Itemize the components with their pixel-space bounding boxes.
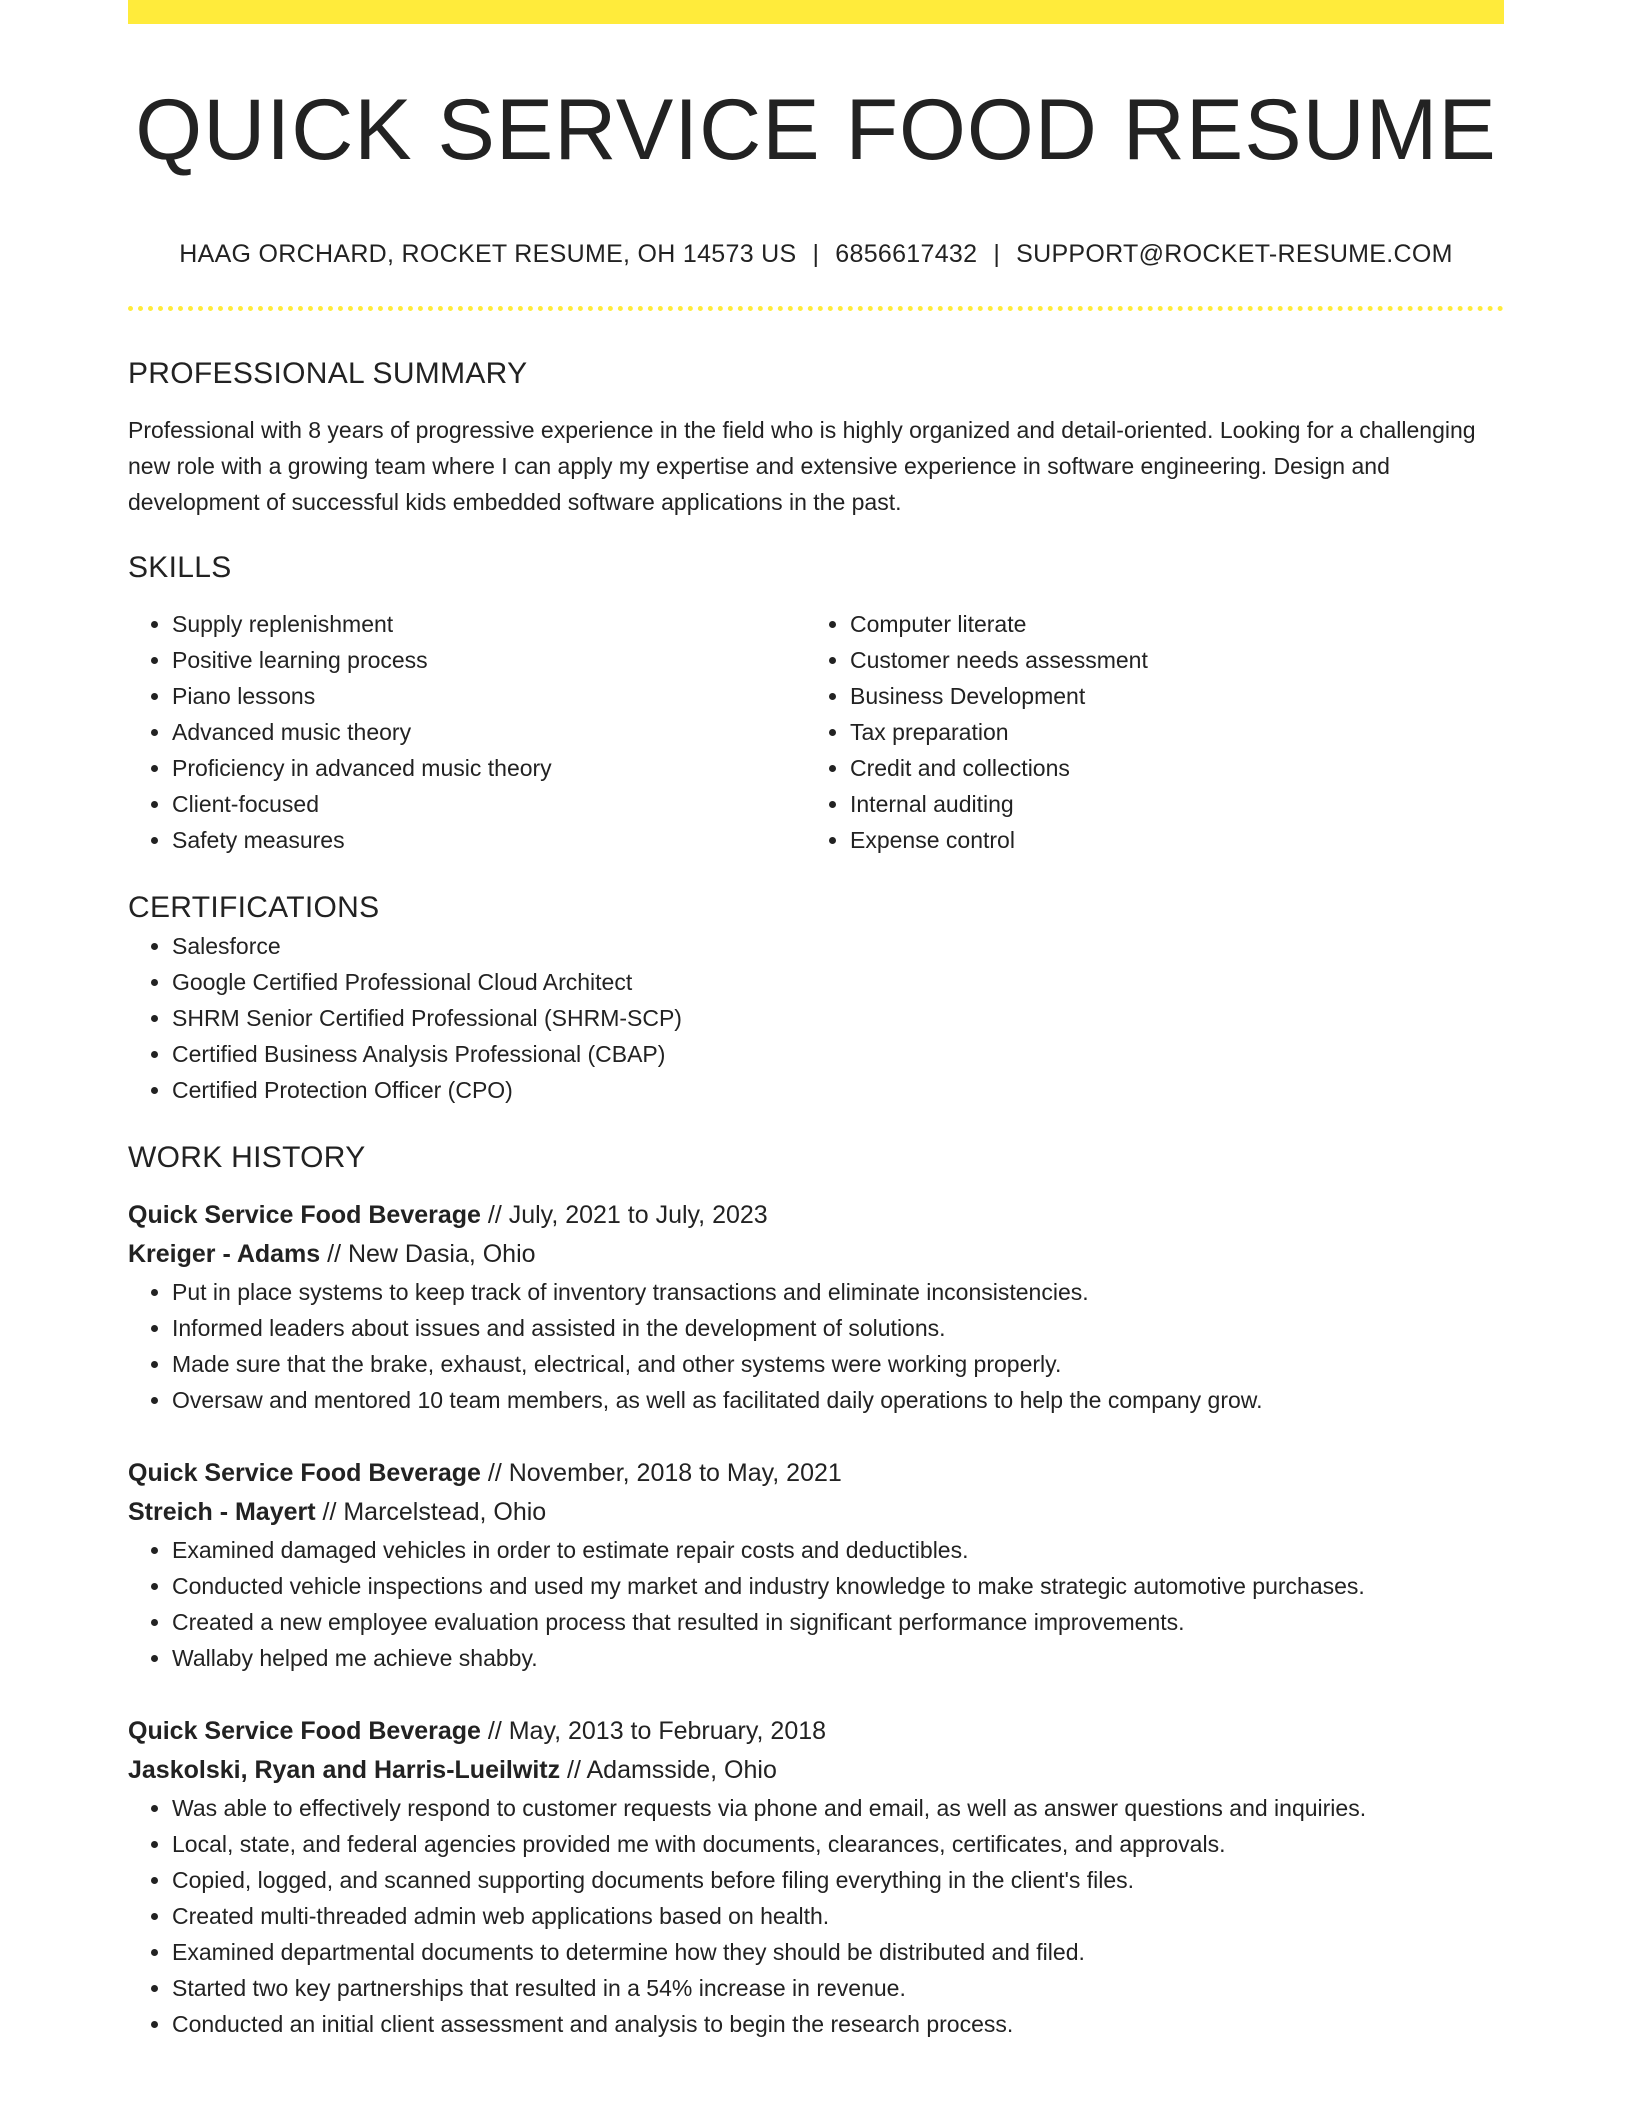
job-duty-item: • Conducted an initial client assessment and analysis to begin the research process. bbox=[172, 2006, 1504, 2042]
skill-item: • Computer literate bbox=[850, 606, 1484, 642]
job-duty-item: • Conducted vehicle inspections and used my market and industry knowledge to make strategic automotive purchases. bbox=[172, 1568, 1504, 1604]
certification-item: • Certified Protection Officer (CPO) bbox=[172, 1072, 1504, 1108]
certification-item: • SHRM Senior Certified Professional (SHRM-SCP) bbox=[172, 1000, 1504, 1036]
job-role: Quick Service Food Beverage bbox=[128, 1459, 481, 1487]
skill-item: • Internal auditing bbox=[850, 786, 1484, 822]
accent-top-bar bbox=[128, 0, 1504, 24]
job-duty-item: • Copied, logged, and scanned supporting documents before filing everything in the client's files. bbox=[172, 1862, 1504, 1898]
skills-columns bbox=[128, 606, 1504, 858]
job-company: Streich - Mayert bbox=[128, 1498, 316, 1526]
job-duty-item: • Examined damaged vehicles in order to estimate repair costs and deductibles. bbox=[172, 1532, 1504, 1568]
job-duty-item: • Examined departmental documents to determine how they should be distributed and filed. bbox=[172, 1934, 1504, 1970]
job-duty-item: • Informed leaders about issues and assisted in the development of solutions. bbox=[172, 1310, 1504, 1346]
job-duty-item: • Created a new employee evaluation process that resulted in significant performance improvements. bbox=[172, 1604, 1504, 1640]
job-company-line bbox=[128, 1235, 1504, 1274]
job-location: // New Dasia, Ohio bbox=[320, 1240, 536, 1268]
certification-item: • Salesforce bbox=[172, 928, 1504, 964]
job-duty-item: • Started two key partnerships that resulted in a 54% increase in revenue. bbox=[172, 1970, 1504, 2006]
skills-left-list bbox=[128, 606, 806, 858]
job-company-line bbox=[128, 1751, 1504, 1790]
resume-page bbox=[128, 0, 1504, 2042]
skill-item: • Piano lessons bbox=[172, 678, 806, 714]
job-dates: // July, 2021 to July, 2023 bbox=[480, 1201, 768, 1229]
resume-title: QUICK SERVICE FOOD RESUME bbox=[135, 82, 1497, 178]
job-duty-item: • Put in place systems to keep track of inventory transactions and eliminate inconsistencies. bbox=[172, 1274, 1504, 1310]
contact-separator: | bbox=[993, 240, 1001, 268]
job-role-line bbox=[128, 1454, 1504, 1493]
skill-item: • Safety measures bbox=[172, 822, 806, 858]
summary-heading: PROFESSIONAL SUMMARY bbox=[128, 357, 528, 390]
job-duty-item: • Wallaby helped me achieve shabby. bbox=[172, 1640, 1504, 1676]
job-location: // Adamsside, Ohio bbox=[560, 1756, 777, 1784]
skill-item: • Credit and collections bbox=[850, 750, 1484, 786]
skill-item: • Advanced music theory bbox=[172, 714, 806, 750]
job-role-line bbox=[128, 1712, 1504, 1751]
skills-right-column bbox=[806, 606, 1484, 858]
work-history-heading: WORK HISTORY bbox=[128, 1141, 366, 1174]
job-duty-item: • Created multi-threaded admin web applications based on health. bbox=[172, 1898, 1504, 1934]
skills-left-column bbox=[128, 606, 806, 858]
job-duty-item: • Oversaw and mentored 10 team members, as well as facilitated daily operations to help the company grow. bbox=[172, 1382, 1504, 1418]
job-duties-list bbox=[128, 1532, 1504, 1676]
contact-phone: 6856617432 bbox=[835, 240, 978, 268]
job-entry bbox=[128, 1196, 1504, 1418]
skill-item: • Client-focused bbox=[172, 786, 806, 822]
job-location: // Marcelstead, Ohio bbox=[315, 1498, 547, 1526]
job-company-line bbox=[128, 1493, 1504, 1532]
job-entry bbox=[128, 1454, 1504, 1676]
dotted-divider bbox=[128, 306, 1504, 311]
job-entry bbox=[128, 1712, 1504, 2042]
skill-item: • Supply replenishment bbox=[172, 606, 806, 642]
skill-item: • Tax preparation bbox=[850, 714, 1484, 750]
skill-item: • Positive learning process bbox=[172, 642, 806, 678]
certification-item: • Google Certified Professional Cloud Architect bbox=[172, 964, 1504, 1000]
job-duty-item: • Made sure that the brake, exhaust, electrical, and other systems were working properly. bbox=[172, 1346, 1504, 1382]
skills-right-list bbox=[806, 606, 1484, 858]
job-dates: // May, 2013 to February, 2018 bbox=[480, 1717, 827, 1745]
contact-line bbox=[128, 238, 1504, 270]
job-company: Kreiger - Adams bbox=[128, 1240, 321, 1268]
certifications-heading: CERTIFICATIONS bbox=[128, 891, 380, 924]
skill-item: • Business Development bbox=[850, 678, 1484, 714]
job-duties-list bbox=[128, 1274, 1504, 1418]
skill-item: • Proficiency in advanced music theory bbox=[172, 750, 806, 786]
job-role: Quick Service Food Beverage bbox=[128, 1201, 481, 1229]
job-duty-item: • Local, state, and federal agencies provided me with documents, clearances, certificates, and approvals. bbox=[172, 1826, 1504, 1862]
contact-address: HAAG ORCHARD, ROCKET RESUME, OH 14573 US bbox=[179, 240, 797, 268]
skills-heading: SKILLS bbox=[128, 551, 232, 584]
job-role-line bbox=[128, 1196, 1504, 1235]
skill-item: • Customer needs assessment bbox=[850, 642, 1484, 678]
job-company: Jaskolski, Ryan and Harris-Lueilwitz bbox=[128, 1756, 561, 1784]
certifications-list bbox=[128, 928, 1504, 1108]
contact-email: SUPPORT@ROCKET-RESUME.COM bbox=[1016, 240, 1453, 268]
skill-item: • Expense control bbox=[850, 822, 1484, 858]
job-role: Quick Service Food Beverage bbox=[128, 1717, 481, 1745]
summary-text: Professional with 8 years of progressive experience in the field who is highly organized and detail-oriented. Looking for a challenging new role with a growing team where I can apply my expertise and extensive experience in software engineering. Design and development of successful kids embedded software applications in the past. bbox=[128, 417, 1476, 515]
contact-separator: | bbox=[812, 240, 820, 268]
certification-item: • Certified Business Analysis Professional (CBAP) bbox=[172, 1036, 1504, 1072]
job-dates: // November, 2018 to May, 2021 bbox=[480, 1459, 842, 1487]
job-duty-item: • Was able to effectively respond to customer requests via phone and email, as well as answer questions and inquiries. bbox=[172, 1790, 1504, 1826]
job-duties-list bbox=[128, 1790, 1504, 2042]
